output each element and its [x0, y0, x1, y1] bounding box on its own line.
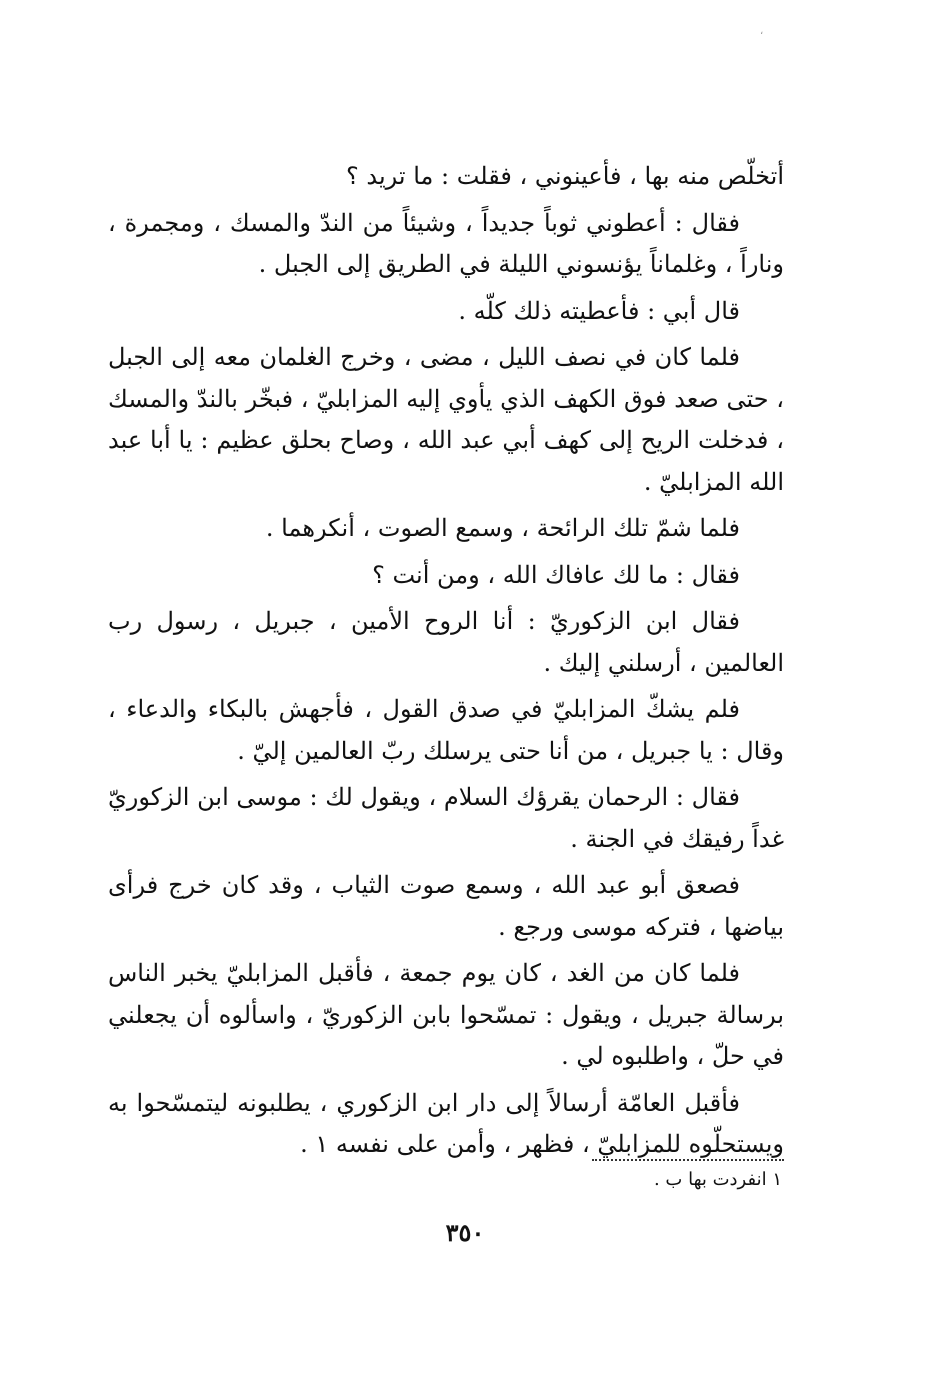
- paragraph-12: فأقبل العامّة أرسالاً إلى دار ابن الزكوري ، يطلبونه ليتمسّحوا به ويستحلّوه للمزابليّ ، فظهر ، وأمن على نفسه ١ .: [108, 1088, 784, 1158]
- paragraph-5: فلما شمّ تلك الرائحة ، وسمع الصوت ، أنكرهما .: [265, 514, 740, 542]
- paragraph-10: فصعق أبو عبد الله ، وسمع صوت الثياب ، وقد كان خرج فرأى بياضها ، فتركه موسى ورجع .: [108, 871, 784, 941]
- paragraph-11: فلما كان من الغد ، كان يوم جمعة ، فأقبل المزابليّ يخبر الناس برسالة جبريل ، ويقول : تمسّحوا بابن الزكوريّ ، واسألوه أن يجعلني في حلّ ، واطلبوه لي .: [108, 959, 784, 1070]
- page-number: ٣٥٠: [445, 1218, 485, 1247]
- footnote-divider: [592, 1159, 784, 1161]
- main-text: [108, 156, 784, 1171]
- paragraph-6: فقال : ما لك عافاك الله ، ومن أنت ؟: [372, 560, 740, 589]
- footnote: ١ انفردت بها ب .: [653, 1169, 782, 1190]
- paragraph-2: فقال : أعطوني ثوباً جديداً ، وشيئاً من الندّ والمسك ، ومجمرة ، وناراً ، وغلماناً يؤنسوني الليلة في الطريق إلى الجبل .: [108, 208, 784, 278]
- paragraph-3: قال أبي : فأعطيته ذلك كلّه .: [458, 296, 740, 325]
- corner-mark: ،: [760, 26, 764, 37]
- paragraph-8: فلم يشكّ المزابليّ في صدق القول ، فأجهش بالبكاء والدعاء ، وقال : يا جبريل ، من أنا حتى يرسلك ربّ العالمين إليّ .: [108, 695, 784, 765]
- paragraph-1: أتخلّص منه بها ، فأعينوني ، فقلت : ما تريد ؟: [346, 162, 784, 190]
- paragraph-7: فقال ابن الزكوريّ : أنا الروح الأمين ، جبريل ، رسول رب العالمين ، أرسلني إليك .: [108, 607, 784, 677]
- paragraph-9: فقال : الرحمان يقرؤك السلام ، ويقول لك : موسى ابن الزكوريّ غداً رفيقك في الجنة .: [108, 783, 784, 853]
- paragraph-4: فلما كان في نصف الليل ، مضى ، وخرج الغلمان معه إلى الجبل ، حتى صعد فوق الكهف الذي يأوي إليه المزابليّ ، فبخّر بالندّ والمسك ، فدخلت الريح إلى كهف أبي عبد الله ، وصاح بحلق عظيم : يا أبا عبد الله المزابليّ .: [108, 343, 784, 496]
